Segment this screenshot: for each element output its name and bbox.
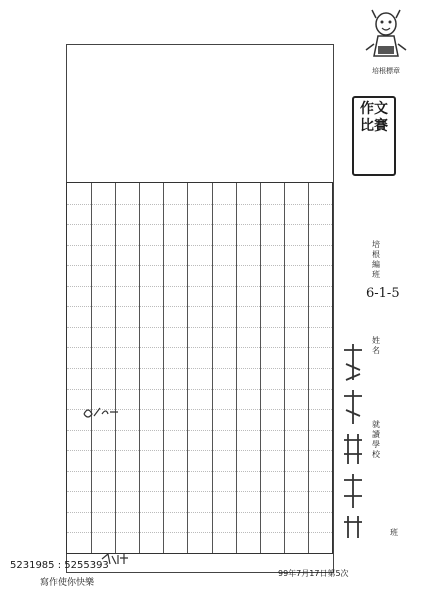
grid-cell <box>164 306 187 327</box>
grid-cell <box>213 245 236 266</box>
grid-cell <box>92 327 115 348</box>
grid-cell <box>164 265 187 286</box>
grid-cell <box>67 512 91 533</box>
name-label: 姓名 <box>372 336 380 355</box>
grid-column <box>163 183 187 553</box>
grid-cell <box>285 532 308 553</box>
grid-cell <box>237 471 260 492</box>
grid-cell <box>285 306 308 327</box>
grid-cell <box>237 224 260 245</box>
grid-cell <box>188 450 211 471</box>
date-label: 99年7月17日第5次 <box>278 569 349 578</box>
grid-cell <box>237 347 260 368</box>
grid-cell <box>261 204 284 225</box>
grid-cell <box>309 265 332 286</box>
grid-cell <box>261 347 284 368</box>
grid-cell <box>261 265 284 286</box>
grid-cell <box>309 368 332 389</box>
grid-cell <box>213 389 236 410</box>
grid-cell <box>309 532 332 553</box>
grid-cell <box>285 183 308 204</box>
grid-cell <box>285 265 308 286</box>
grid-cell <box>261 409 284 430</box>
grade-label: 班 <box>390 528 398 537</box>
grid-cell <box>309 491 332 512</box>
grid-cell <box>67 224 91 245</box>
grid-cell <box>140 265 163 286</box>
mascot-icon <box>362 6 410 66</box>
grid-cell <box>92 430 115 451</box>
grid-cell <box>285 286 308 307</box>
grid-cell <box>67 347 91 368</box>
grid-cell <box>188 245 211 266</box>
grid-cell <box>140 245 163 266</box>
grid-cell <box>164 347 187 368</box>
grid-cell <box>92 347 115 368</box>
grid-cell <box>92 286 115 307</box>
grid-column <box>187 183 211 553</box>
grid-cell <box>237 286 260 307</box>
school-label: 就讀學校 <box>372 420 380 459</box>
grid-cell <box>261 183 284 204</box>
grid-cell <box>67 368 91 389</box>
grid-cell <box>261 286 284 307</box>
grid-cell <box>213 471 236 492</box>
grid-column <box>67 183 91 553</box>
grid-cell <box>164 491 187 512</box>
grid-cell <box>309 183 332 204</box>
grid-cell <box>285 389 308 410</box>
grid-cell <box>116 183 139 204</box>
grid-cell <box>309 409 332 430</box>
grid-cell <box>261 532 284 553</box>
grid-cell <box>92 368 115 389</box>
grid-cell <box>309 204 332 225</box>
grid-cell <box>164 512 187 533</box>
grid-cell <box>285 471 308 492</box>
grid-cell <box>213 224 236 245</box>
grid-cell <box>213 532 236 553</box>
grid-cell <box>140 368 163 389</box>
grid-cell <box>67 204 91 225</box>
contest-title: 作文比賽 <box>360 101 388 134</box>
grid-cell <box>261 245 284 266</box>
grid-cell <box>213 512 236 533</box>
grid-cell <box>188 532 211 553</box>
grid-cell <box>164 286 187 307</box>
grid-cell <box>140 224 163 245</box>
grid-cell <box>309 327 332 348</box>
grid-column <box>236 183 260 553</box>
grid-cell <box>309 347 332 368</box>
grid-cell <box>67 327 91 348</box>
grid-column <box>308 183 332 553</box>
grid-cell <box>92 183 115 204</box>
grid-cell <box>261 224 284 245</box>
grid-cell <box>237 306 260 327</box>
grid-cell <box>261 368 284 389</box>
grid-cell <box>237 204 260 225</box>
grid-cell <box>140 450 163 471</box>
grid-column <box>139 183 163 553</box>
grid-cell <box>188 265 211 286</box>
grid-cell <box>140 471 163 492</box>
grid-cell <box>164 471 187 492</box>
grid-column <box>260 183 284 553</box>
grid-cell <box>92 491 115 512</box>
grid-cell <box>116 368 139 389</box>
grid-cell <box>92 532 115 553</box>
grid-cell <box>140 204 163 225</box>
grid-cell <box>164 327 187 348</box>
grid-cell <box>140 430 163 451</box>
grid-cell <box>213 368 236 389</box>
grid-cell <box>92 471 115 492</box>
grid-cell <box>116 430 139 451</box>
grid-cell <box>261 430 284 451</box>
grid-cell <box>237 409 260 430</box>
grid-cell <box>164 389 187 410</box>
grid-cell <box>92 512 115 533</box>
grid-cell <box>285 347 308 368</box>
grid-column <box>115 183 139 553</box>
grid-cell <box>188 471 211 492</box>
class-label: 培根編班 <box>372 240 380 279</box>
grid-cell <box>309 450 332 471</box>
grid-cell <box>67 183 91 204</box>
grid-cell <box>92 450 115 471</box>
grid-cell <box>92 306 115 327</box>
contest-label-box <box>352 96 396 176</box>
grid-cell <box>188 409 211 430</box>
grid-cell <box>237 183 260 204</box>
grid-cell <box>140 512 163 533</box>
grid-cell <box>67 450 91 471</box>
grid-cell <box>188 512 211 533</box>
grid-cell <box>309 245 332 266</box>
grid-cell <box>213 306 236 327</box>
grid-cell <box>237 450 260 471</box>
grid-cell <box>140 327 163 348</box>
grid-cell <box>140 306 163 327</box>
grid-cell <box>92 224 115 245</box>
grid-cell <box>116 245 139 266</box>
grid-cell <box>213 347 236 368</box>
grid-cell <box>237 265 260 286</box>
grid-cell <box>140 347 163 368</box>
grid-cell <box>213 204 236 225</box>
grid-cell <box>67 306 91 327</box>
grid-cell <box>188 430 211 451</box>
grid-cell <box>309 471 332 492</box>
grid-cell <box>92 204 115 225</box>
grid-cell <box>140 389 163 410</box>
grid-cell <box>285 368 308 389</box>
footer-phone: 5231985 : 5255393 <box>10 560 109 571</box>
grid-cell <box>164 224 187 245</box>
grid-cell <box>188 204 211 225</box>
grid-cell <box>237 327 260 348</box>
grid-cell <box>92 245 115 266</box>
grid-cell <box>188 183 211 204</box>
grid-cell <box>285 204 308 225</box>
grid-cell <box>237 389 260 410</box>
grid-cell <box>285 512 308 533</box>
grid-cell <box>164 409 187 430</box>
grid-cell <box>188 286 211 307</box>
score-mark <box>82 404 122 422</box>
grid-cell <box>261 389 284 410</box>
grid-column <box>91 183 115 553</box>
grid-cell <box>213 265 236 286</box>
grid-cell <box>67 265 91 286</box>
grid-cell <box>261 471 284 492</box>
class-value: 6-1-5 <box>366 286 400 301</box>
grid-cell <box>309 224 332 245</box>
grid-cell <box>140 532 163 553</box>
bacon-stamp <box>362 6 410 78</box>
grid-cell <box>67 532 91 553</box>
grid-cell <box>164 430 187 451</box>
grid-cell <box>140 409 163 430</box>
grid-cell <box>261 512 284 533</box>
grid-cell <box>237 512 260 533</box>
grid-cell <box>188 306 211 327</box>
writing-grid <box>66 182 333 554</box>
grid-cell <box>237 491 260 512</box>
grid-cell <box>261 306 284 327</box>
grid-cell <box>164 368 187 389</box>
grid-cell <box>188 389 211 410</box>
grid-cell <box>164 245 187 266</box>
grid-column <box>212 183 236 553</box>
grid-cell <box>237 430 260 451</box>
grid-cell <box>213 430 236 451</box>
grid-cell <box>116 306 139 327</box>
grid-cell <box>309 286 332 307</box>
grid-cell <box>140 183 163 204</box>
grid-cell <box>164 532 187 553</box>
grid-column <box>284 183 308 553</box>
grid-cell <box>213 409 236 430</box>
grid-cell <box>261 327 284 348</box>
grid-cell <box>213 286 236 307</box>
grid-cell <box>237 245 260 266</box>
grid-cell <box>116 265 139 286</box>
grid-cell <box>164 183 187 204</box>
grid-cell <box>188 347 211 368</box>
grid-cell <box>67 471 91 492</box>
grid-cell <box>164 450 187 471</box>
grid-cell <box>116 347 139 368</box>
grid-cell <box>188 491 211 512</box>
grid-cell <box>285 224 308 245</box>
grid-cell <box>116 471 139 492</box>
grid-cell <box>285 409 308 430</box>
grid-cell <box>116 532 139 553</box>
grid-cell <box>140 491 163 512</box>
grid-cell <box>309 512 332 533</box>
stamp-label: 培根標章 <box>372 67 400 75</box>
grid-cell <box>213 327 236 348</box>
grid-cell <box>67 430 91 451</box>
grid-cell <box>188 327 211 348</box>
grid-cell <box>188 224 211 245</box>
grid-cell <box>309 306 332 327</box>
grid-cell <box>237 368 260 389</box>
grid-cell <box>116 286 139 307</box>
grid-cell <box>285 245 308 266</box>
grid-cell <box>140 286 163 307</box>
grid-cell <box>261 491 284 512</box>
grid-cell <box>116 450 139 471</box>
grid-cell <box>67 245 91 266</box>
grid-cell <box>116 204 139 225</box>
grid-cell <box>237 532 260 553</box>
grid-cell <box>285 327 308 348</box>
grid-cell <box>285 491 308 512</box>
footer-slogan: 寫作使你快樂 <box>40 578 95 588</box>
grid-cell <box>285 450 308 471</box>
grid-cell <box>67 286 91 307</box>
grid-cell <box>309 389 332 410</box>
grid-cell <box>92 265 115 286</box>
grid-cell <box>116 327 139 348</box>
grid-cell <box>116 512 139 533</box>
grid-cell <box>213 491 236 512</box>
grid-cell <box>67 491 91 512</box>
grid-cell <box>164 204 187 225</box>
grid-cell <box>213 183 236 204</box>
grid-cell <box>116 224 139 245</box>
grid-cell <box>309 430 332 451</box>
grid-cell <box>213 450 236 471</box>
grid-cell <box>188 368 211 389</box>
grid-cell <box>285 430 308 451</box>
grid-cell <box>261 450 284 471</box>
grid-cell <box>116 491 139 512</box>
handwritten-name-school <box>340 340 366 540</box>
